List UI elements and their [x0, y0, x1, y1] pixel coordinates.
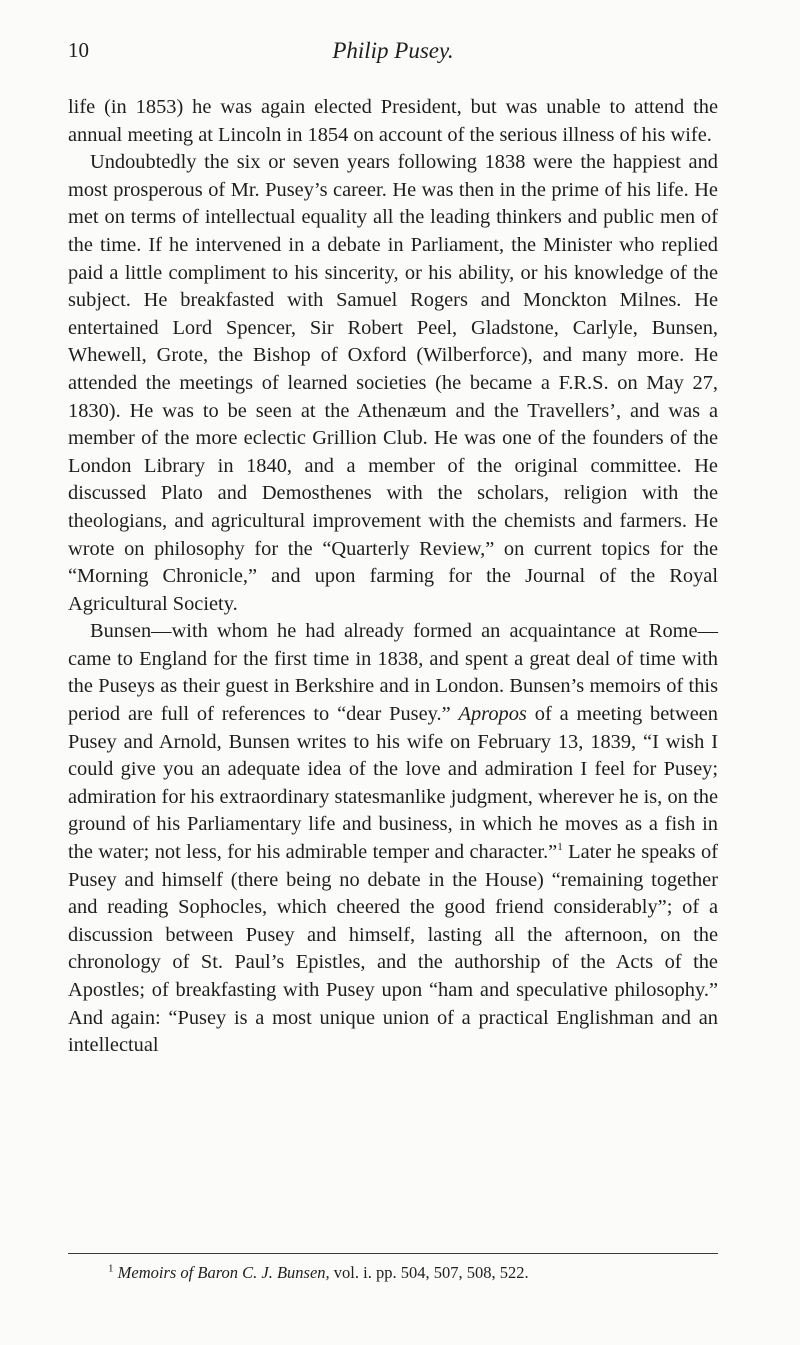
paragraph-segment: Bunsen—with whom he had already formed an acquaintance at Rome—came to England for the first time in 1838, and spent a great deal of time with the Puseys as their guest in Berkshire and in London. Bunsen’s memoirs of this period are full of references to “dear Pusey.”: [68, 620, 718, 726]
paragraph: [68, 618, 718, 1060]
paragraph: Undoubtedly the six or seven years following 1838 were the happiest and most prosperous of Mr. Pusey’s career. He was then in the prime of his life. He met on terms of intellectual equality all the leading thinkers and public men of the time. If he intervened in a debate in Parliament, the Minister who replied paid a little compliment to his sincerity, or his ability, or his knowledge of the subject. He breakfasted with Samuel Rogers and Monckton Milnes. He entertained Lord Spencer, Sir Robert Peel, Gladstone, Carlyle, Bunsen, Whewell, Grote, the Bishop of Oxford (Wilberforce), and many more. He attended the meetings of learned societies (he became a F.R.S. on May 27, 1830). He was to be seen at the Athenæum and the Travellers’, and was a member of the more eclectic Grillion Club. He was one of the founders of the London Library in 1840, and a member of the original committee. He discussed Plato and Demosthenes with the scholars, religion with the theologians, and agricultural improvement with the chemists and farmers. He wrote on philosophy for the “Quarterly Review,” on current topics for the “Morning Chronicle,” and upon farming for the Journal of the Royal Agricultural Society.: [68, 151, 718, 615]
footnote-marker: 1: [108, 1262, 114, 1275]
page-header: [68, 38, 718, 78]
paragraph-segment: of a meeting between Pusey and Arnold, Bunsen writes to his wife on February 13, 1839, “I wish I could give you an adequate idea of the love and admiration I feel for Pusey; admiration for his extraordinary statesmanlike judgment, wherever he is, on the ground of his Parliamentary life and business, in which he moves as a fish in the water; not less, for his admirable temper and character.”: [68, 703, 718, 864]
running-title: Philip Pusey.: [332, 38, 454, 63]
paragraph-segment: Later he speaks of Pusey and himself (there being no debate in the House) “remaining together and reading Sophocles, which cheered the good friend considerably”; of a discussion between Pusey and himself, lasting all the afternoon, on the chronology of St. Paul’s Epistles, and the authorship of the Acts of the Apostles; of breakfasting with Pusey upon “ham and speculative philosophy.” And again: “Pusey is a most unique union of a practical Englishman and an intellectual: [68, 841, 718, 1057]
footnote-reference: 1: [557, 841, 563, 854]
footnote-divider: [68, 1253, 718, 1254]
italic-word: Apropos: [458, 703, 527, 726]
body-text: [68, 94, 718, 1060]
paragraph: life (in 1853) he was again elected President, but was unable to attend the annual meeting at Lincoln in 1854 on account of the serious illness of his wife.: [68, 96, 718, 146]
page-number: 10: [68, 38, 89, 62]
footnote: [108, 1262, 718, 1284]
footnote-title: Memoirs of Baron C. J. Bunsen,: [117, 1263, 330, 1282]
footnote-citation: vol. i. pp. 504, 507, 508, 522.: [329, 1263, 529, 1282]
